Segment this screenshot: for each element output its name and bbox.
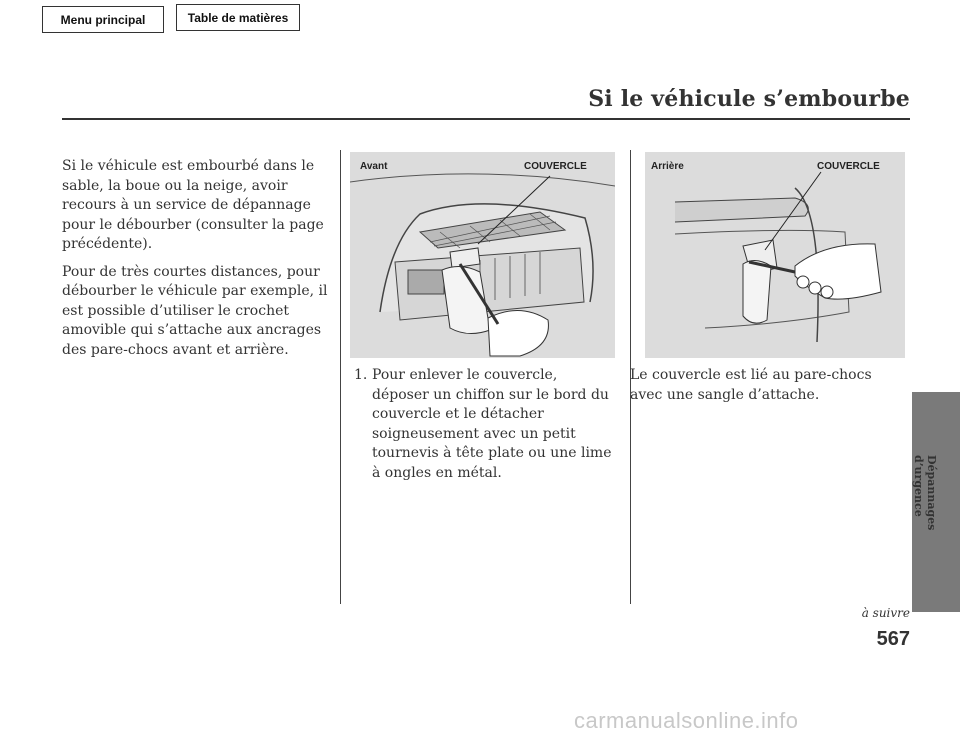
- rear-cover-label: COUVERCLE: [817, 161, 880, 172]
- title-divider: [62, 118, 910, 120]
- front-label: Avant: [360, 161, 388, 172]
- rear-cover-note: Le couvercle est lié au pare-chocs avec une sangle d’attache.: [630, 367, 872, 403]
- front-bumper-illustration: [350, 152, 615, 358]
- rear-bumper-figure: [645, 152, 905, 358]
- column-divider-1: [340, 150, 341, 604]
- step-number: 1.: [354, 367, 368, 383]
- step-1: [354, 366, 616, 483]
- rear-label: Arrière: [651, 161, 684, 172]
- front-cover-label: COUVERCLE: [524, 161, 587, 172]
- intro-paragraph-2: Pour de très courtes distances, pour débourber le véhicule par exemple, il est possible d’utiliser le crochet amovible qui s’attache aux ancrages des pare-chocs avant et arrière.: [62, 263, 328, 358]
- step-instruction: Pour enlever le couvercle, déposer un chiffon sur le bord du couvercle et le détacher soigneusement avec un petit tournevis à tête plate ou une lime à ongles en métal.: [372, 367, 612, 481]
- rear-bumper-illustration: [645, 152, 905, 358]
- table-of-contents-button[interactable]: Table de matières: [176, 4, 300, 31]
- front-bumper-figure: [350, 152, 615, 358]
- intro-paragraph-1: Si le véhicule est embourbé dans le sable, la boue ou la neige, avoir recours à un service de dépannage pour le débourber (consulter la page précédente).: [62, 158, 324, 252]
- continued-label: à suivre: [861, 606, 910, 620]
- section-label: Dépannages d’urgence: [912, 455, 938, 531]
- watermark: carmanualsonline.info: [574, 708, 799, 733]
- intro-text: [62, 157, 330, 368]
- page-number: 567: [876, 628, 910, 650]
- page-title: Si le véhicule s’embourbe: [588, 86, 910, 112]
- menu-principal-button[interactable]: Menu principal: [42, 6, 164, 33]
